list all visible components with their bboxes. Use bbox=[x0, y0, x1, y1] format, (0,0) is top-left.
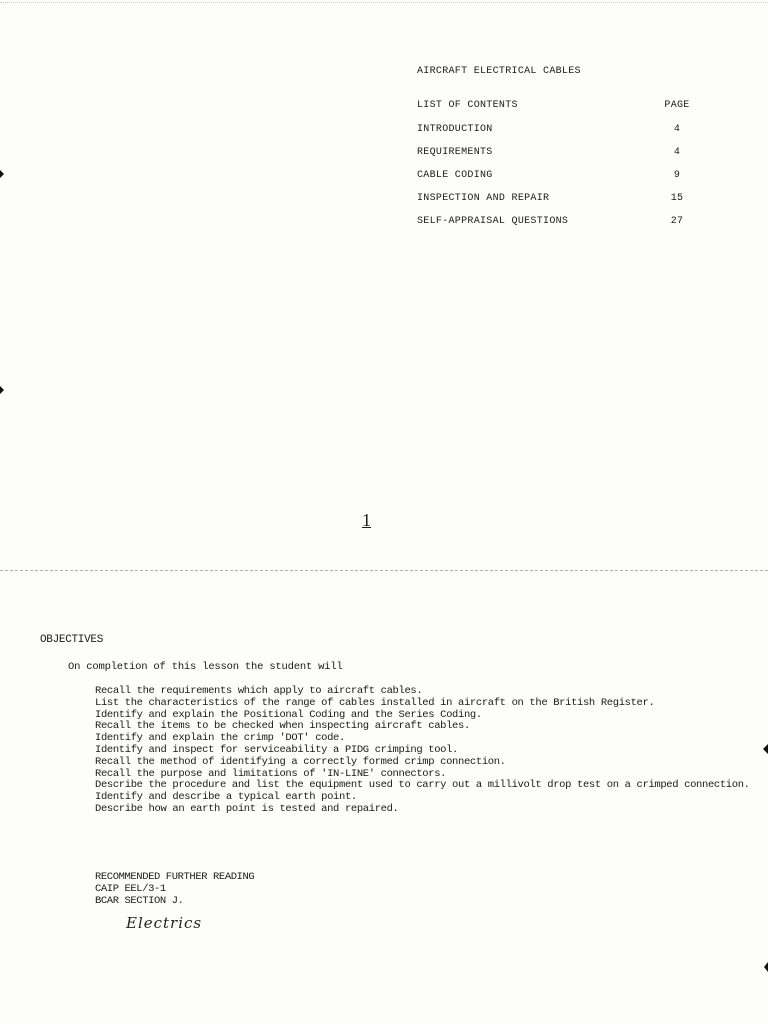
objectives-heading: OBJECTIVES bbox=[40, 634, 104, 646]
top-edge-rule bbox=[0, 2, 768, 3]
margin-arrow-icon bbox=[0, 170, 4, 178]
objective-item: Identify and explain the Positional Coding and the Series Coding. bbox=[95, 708, 482, 721]
page-number: 1 bbox=[362, 510, 371, 530]
toc-entry-label: INTRODUCTION bbox=[417, 124, 493, 135]
toc-header-label: LIST OF CONTENTS bbox=[417, 100, 518, 111]
objective-item: Identify and explain the crimp 'DOT' code. bbox=[95, 732, 345, 745]
toc-header-row bbox=[417, 100, 707, 114]
further-reading-heading: RECOMMENDED FURTHER READING bbox=[95, 871, 255, 883]
objective-item: Recall the purpose and limitations of 'IN-LINE' connectors. bbox=[95, 767, 447, 780]
margin-arrow-icon bbox=[763, 744, 768, 754]
further-reading bbox=[95, 871, 254, 907]
objectives-intro: On completion of this lesson the student will bbox=[68, 661, 343, 673]
objective-item: List the characteristics of the range of cables installed in aircraft on the British Register. bbox=[95, 696, 655, 709]
toc-entry bbox=[417, 216, 707, 230]
reading-item: BCAR SECTION J. bbox=[95, 895, 184, 907]
toc-entry bbox=[417, 124, 707, 138]
toc-entry bbox=[417, 193, 707, 207]
toc-entry-label: REQUIREMENTS bbox=[417, 147, 493, 158]
margin-arrow-icon bbox=[764, 962, 768, 972]
toc-entry-page: 4 bbox=[673, 124, 681, 135]
toc-entry-label: SELF-APPRAISAL QUESTIONS bbox=[417, 216, 569, 227]
toc-entry-label: CABLE CODING bbox=[417, 170, 493, 181]
toc-entry-page: 9 bbox=[673, 170, 681, 181]
toc-entry-label: INSPECTION AND REPAIR bbox=[417, 193, 550, 204]
document-title: AIRCRAFT ELECTRICAL CABLES bbox=[417, 66, 581, 77]
objective-item: Recall the items to be checked when inspecting aircraft cables. bbox=[95, 720, 470, 733]
handwritten-signature: Electrics bbox=[126, 914, 203, 932]
objective-item: Recall the requirements which apply to aircraft cables. bbox=[95, 685, 423, 697]
objective-item: Describe the procedure and list the equipment used to carry out a millivolt drop test on a crimped connection. bbox=[95, 779, 750, 792]
toc-entry bbox=[417, 147, 707, 161]
objective-item: Identify and inspect for serviceability a PIDG crimping tool. bbox=[95, 743, 459, 756]
toc-entry-page: 15 bbox=[670, 193, 684, 204]
toc-entry-page: 4 bbox=[673, 147, 681, 158]
reading-item: CAIP EEL/3-1 bbox=[95, 883, 166, 895]
toc-entry-page: 27 bbox=[670, 216, 684, 227]
toc-entry bbox=[417, 170, 707, 184]
objective-item: Identify and describe a typical earth point. bbox=[95, 791, 357, 804]
margin-arrow-icon bbox=[0, 386, 4, 394]
page-break-rule bbox=[0, 570, 768, 571]
toc-header-page: PAGE bbox=[664, 100, 690, 111]
objectives-list bbox=[95, 686, 750, 816]
objective-item: Recall the method of identifying a correctly formed crimp connection. bbox=[95, 755, 506, 768]
objective-item: Describe how an earth point is tested and repaired. bbox=[95, 802, 399, 815]
